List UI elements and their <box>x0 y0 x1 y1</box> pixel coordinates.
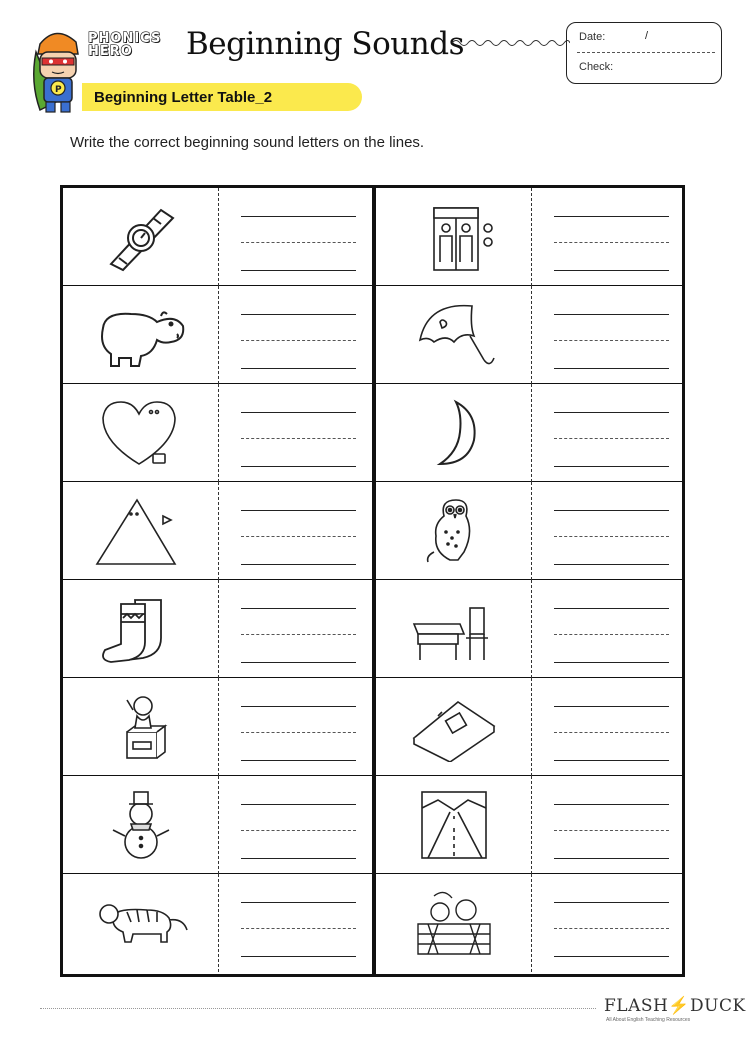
table-row <box>376 384 685 482</box>
table-row <box>63 482 372 580</box>
heart-icon <box>91 398 191 468</box>
date-slash: / <box>645 30 649 42</box>
logo-left: FLASH <box>604 996 669 1016</box>
table-row <box>63 874 372 972</box>
answer-lines[interactable] <box>241 776 356 874</box>
hippo-icon <box>91 300 191 370</box>
table-row <box>63 286 372 384</box>
flashduck-logo <box>604 996 746 1016</box>
picture-cell <box>376 482 532 580</box>
table-row <box>63 384 372 482</box>
answer-lines[interactable] <box>554 286 669 384</box>
logo-tagline: All About English Teaching Resources <box>606 1017 691 1023</box>
net-icon <box>404 888 504 958</box>
answer-lines[interactable] <box>241 580 356 678</box>
picture-cell <box>63 286 219 384</box>
elevator-icon <box>404 202 504 272</box>
date-check-divider <box>577 52 715 53</box>
brand-line-2: HERO <box>88 44 133 59</box>
picture-cell <box>63 188 219 286</box>
subtitle: Beginning Letter Table_2 <box>94 89 273 106</box>
answer-lines[interactable] <box>241 188 356 286</box>
table-row <box>63 776 372 874</box>
answer-lines[interactable] <box>554 678 669 776</box>
table-row <box>376 678 685 776</box>
table-row <box>376 188 685 286</box>
picture-cell <box>63 482 219 580</box>
instruction-text: Write the correct beginning sound letters on the lines. <box>70 134 425 151</box>
table-row <box>63 188 372 286</box>
picture-cell <box>376 580 532 678</box>
answer-lines[interactable] <box>554 188 669 286</box>
phonics-hero-mascot-icon <box>26 22 88 114</box>
table-row <box>376 482 685 580</box>
socks-icon <box>91 594 191 664</box>
right-column <box>376 188 685 974</box>
table-row <box>376 286 685 384</box>
picture-cell <box>376 776 532 874</box>
picture-cell <box>376 874 532 972</box>
picture-cell <box>63 874 219 972</box>
table-row <box>376 580 685 678</box>
umbrella-icon <box>404 300 504 370</box>
table-row <box>376 874 685 972</box>
table-row <box>376 776 685 874</box>
picture-cell <box>376 188 532 286</box>
check-label: Check: <box>579 61 614 73</box>
snowman-icon <box>91 790 191 860</box>
lightning-bolt-icon: ⚡ <box>668 996 691 1016</box>
picture-cell <box>376 286 532 384</box>
svg-text:P: P <box>55 85 62 95</box>
picture-cell <box>63 580 219 678</box>
picture-cell <box>376 384 532 482</box>
desk-icon <box>404 594 504 664</box>
tiger-icon <box>91 888 191 958</box>
road-icon <box>404 790 504 860</box>
picture-cell <box>376 678 532 776</box>
answer-lines[interactable] <box>554 874 669 972</box>
picture-cell <box>63 384 219 482</box>
moon-icon <box>404 398 504 468</box>
answer-lines[interactable] <box>241 874 356 972</box>
answer-lines[interactable] <box>554 482 669 580</box>
answer-lines[interactable] <box>241 678 356 776</box>
answer-lines[interactable] <box>241 286 356 384</box>
date-check-box <box>566 22 722 84</box>
watch-icon <box>91 202 191 272</box>
wavy-line-decoration <box>452 36 570 50</box>
answer-lines[interactable] <box>241 384 356 482</box>
brand-line-1: PHONICS <box>88 31 162 46</box>
date-label: Date: <box>579 31 606 43</box>
pyramid-icon <box>91 496 191 566</box>
answer-lines[interactable] <box>554 776 669 874</box>
owl-icon <box>404 496 504 566</box>
picture-cell <box>63 776 219 874</box>
table-row <box>63 580 372 678</box>
answer-lines[interactable] <box>554 384 669 482</box>
logo-right: DUCK <box>690 996 746 1016</box>
table-row <box>63 678 372 776</box>
jack-in-the-box-icon <box>91 692 191 762</box>
left-column <box>63 188 372 974</box>
picture-cell <box>63 678 219 776</box>
book-icon <box>404 692 504 762</box>
footer-divider <box>40 1008 596 1009</box>
phonics-hero-logo <box>88 32 161 58</box>
answer-lines[interactable] <box>241 482 356 580</box>
beginning-letter-table <box>60 185 685 977</box>
page-title: Beginning Sounds <box>186 26 464 62</box>
answer-lines[interactable] <box>554 580 669 678</box>
